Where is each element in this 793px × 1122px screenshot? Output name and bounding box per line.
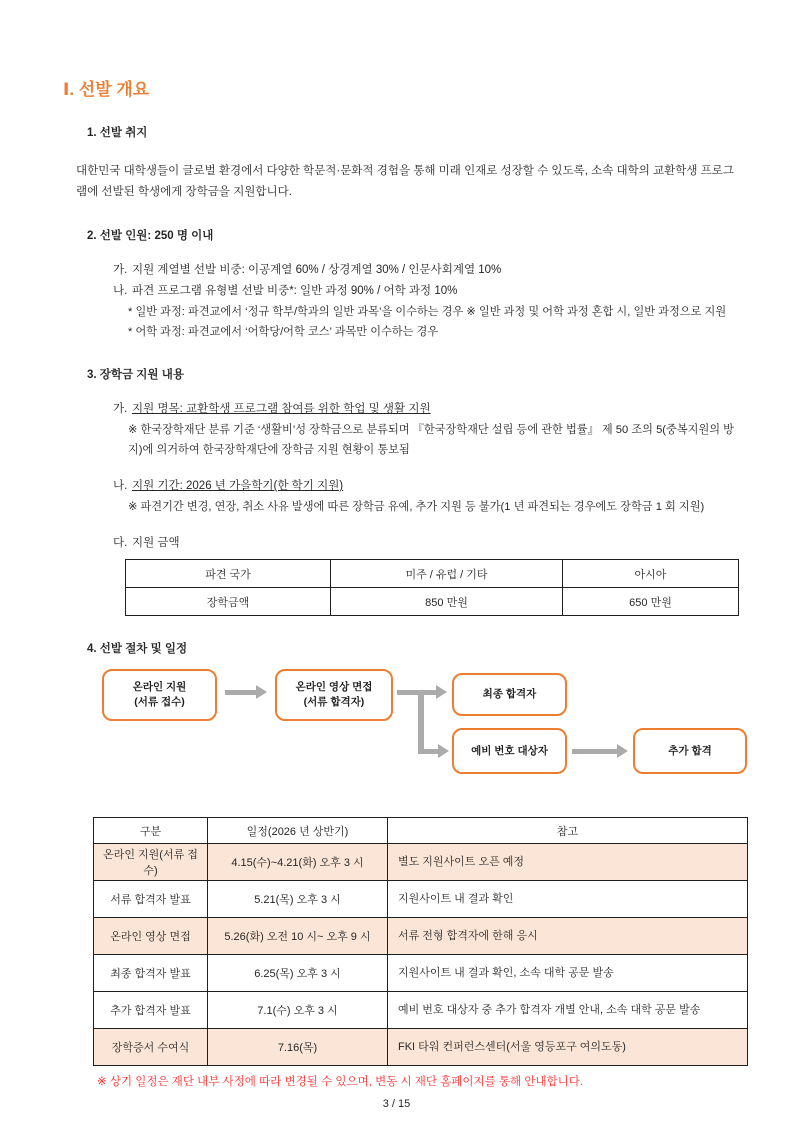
table-row — [94, 881, 748, 918]
flow-box-label: 예비 번호 대상자 — [471, 744, 548, 757]
selection-process-flowchart — [0, 663, 793, 791]
table-row — [94, 918, 748, 955]
schedule-table — [93, 817, 748, 1066]
list-item-scholarship-b — [113, 476, 793, 497]
arrow-right-icon — [418, 743, 449, 759]
page-title: Ⅰ. 선발 개요 — [63, 80, 150, 99]
table-cell: FKI 타워 컨퍼런스센터(서울 영등포구 여의도동) — [388, 1029, 748, 1066]
table-cell: 구분 — [94, 818, 208, 844]
scholarship-note-a: ※ 한국장학재단 분류 기준 ‘생활비’성 장학금으로 분류되며 『한국장학재단 설립 등에 관한 법률』 제 50 조의 5(중복지원의 방지)에 의거하여 한국장학재단에 장학금 지원 현황이 통보됨 — [128, 424, 734, 456]
quota-note-general-course: * 일반 과정: 파견교에서 ‘정규 학부/학과의 일반 과목’을 이수하는 경우 ※ 일반 과정 및 어학 과정 혼합 시, 일반 과정으로 지원 — [128, 306, 727, 318]
flow-box-label: 추가 합격 — [668, 744, 712, 757]
page-number: 3 / 15 — [382, 1098, 411, 1110]
table-cell: 4.15(수)~4.21(화) 오후 3 시 — [208, 844, 388, 881]
list-item-prefix: 나. — [113, 480, 128, 492]
table-cell: 6.25(목) 오후 3 시 — [208, 955, 388, 992]
table-cell: 참고 — [388, 818, 748, 844]
schedule-change-footnote: ※ 상기 일정은 재단 내부 사정에 따라 변경될 수 있으며, 변동 시 재단 홈페이지를 통해 안내합니다. — [97, 1076, 584, 1088]
table-cell: 5.21(목) 오후 3 시 — [208, 881, 388, 918]
table-cell: 온라인 영상 면접 — [94, 918, 208, 955]
table-cell: 온라인 지원(서류 접수) — [94, 844, 208, 881]
table-cell: 지원사이트 내 결과 확인 — [388, 881, 748, 918]
table-header-row — [126, 560, 739, 588]
purpose-body-text: 대한민국 대학생들이 글로벌 환경에서 다양한 학문적·문화적 경험을 통해 미래 인재로 성장할 수 있도록, 소속 대학의 교환학생 프로그램에 선발된 학생에게 장학금을 지원합니다. — [76, 165, 735, 198]
table-cell: 서류 전형 합격자에 한해 응시 — [388, 918, 748, 955]
table-cell: 아시아 — [563, 560, 739, 588]
table-cell: 지원사이트 내 결과 확인, 소속 대학 공문 발송 — [388, 955, 748, 992]
list-item-prefix: 다. — [113, 537, 128, 549]
table-cell: 최종 합격자 발표 — [94, 955, 208, 992]
table-cell: 650 만원 — [563, 588, 739, 616]
table-cell: 추가 합격자 발표 — [94, 992, 208, 1029]
list-item-text: 지원 명목: 교환학생 프로그램 참여를 위한 학업 및 생활 지원 — [132, 403, 431, 415]
flow-box-sublabel: (서류 합격자) — [303, 696, 365, 708]
flow-box-sublabel: (서류 접수) — [134, 696, 185, 708]
list-item-scholarship-c — [113, 533, 793, 554]
table-cell: 5.26(화) 오전 10 시~ 오후 9 시 — [208, 918, 388, 955]
section-heading-purpose: 1. 선발 취지 — [87, 127, 148, 139]
table-cell: 미주 / 유럽 / 기타 — [331, 560, 563, 588]
list-item-text: 지원 기간: 2026 년 가을학기(한 학기 지원) — [132, 480, 344, 492]
list-item-prefix: 가. — [113, 403, 128, 415]
table-cell: 850 만원 — [331, 588, 563, 616]
table-cell: 일정(2026 년 상반기) — [208, 818, 388, 844]
table-cell: 장학금액 — [126, 588, 331, 616]
table-cell: 7.1(수) 오후 3 시 — [208, 992, 388, 1029]
table-cell: 별도 지원사이트 오픈 예정 — [388, 844, 748, 881]
list-item-prefix: 나. — [113, 285, 128, 297]
list-item-text: 파견 프로그램 유형별 선발 비중*: 일반 과정 90% / 어학 과정 10% — [132, 285, 458, 297]
flow-box-video-interview — [275, 669, 393, 721]
table-row — [94, 992, 748, 1029]
arrow-right-icon — [225, 684, 267, 700]
flow-box-final-pass — [452, 673, 567, 716]
arrow-right-icon — [572, 743, 628, 759]
flow-box-additional-pass — [633, 728, 747, 774]
table-header-row — [94, 818, 748, 844]
list-item-text: 지원 금액 — [132, 537, 180, 549]
table-row — [126, 588, 739, 616]
flow-box-online-application — [102, 669, 217, 721]
quota-note-language-course: * 어학 과정: 파견교에서 ‘어학당/어학 코스’ 과목만 이수하는 경우 — [128, 326, 439, 338]
list-item-quota-b — [113, 281, 793, 302]
flow-box-waitlist — [452, 728, 567, 774]
list-item-text: 지원 계열별 선발 비중: 이공계열 60% / 상경계열 30% / 인문사회계열 10% — [132, 264, 502, 276]
section-heading-scholarship: 3. 장학금 지원 내용 — [87, 369, 184, 381]
table-row — [94, 844, 748, 881]
table-row — [94, 1029, 748, 1066]
section-heading-process: 4. 선발 절차 및 일정 — [87, 643, 188, 655]
scholarship-note-b: ※ 파견기간 변경, 연장, 취소 사유 발생에 따른 장학금 유예, 추가 지원 등 불가(1 년 파견되는 경우에도 장학금 1 회 지원) — [128, 501, 705, 513]
amount-table — [125, 559, 739, 616]
list-item-prefix: 가. — [113, 264, 128, 276]
table-row — [94, 955, 748, 992]
flow-box-label: 온라인 영상 면접 — [295, 681, 373, 694]
section-heading-quota: 2. 선발 인원: 250 명 이내 — [87, 230, 214, 242]
table-cell: 서류 합격자 발표 — [94, 881, 208, 918]
table-cell: 파견 국가 — [126, 560, 331, 588]
table-cell: 예비 번호 대상자 중 추가 합격자 개별 안내, 소속 대학 공문 발송 — [388, 992, 748, 1029]
flow-box-label: 온라인 지원 — [132, 681, 187, 694]
list-item-scholarship-a — [113, 399, 793, 420]
table-cell: 장학증서 수여식 — [94, 1029, 208, 1066]
flow-box-label: 최종 합격자 — [482, 688, 537, 701]
table-cell: 7.16(목) — [208, 1029, 388, 1066]
list-item-quota-a — [113, 260, 793, 281]
